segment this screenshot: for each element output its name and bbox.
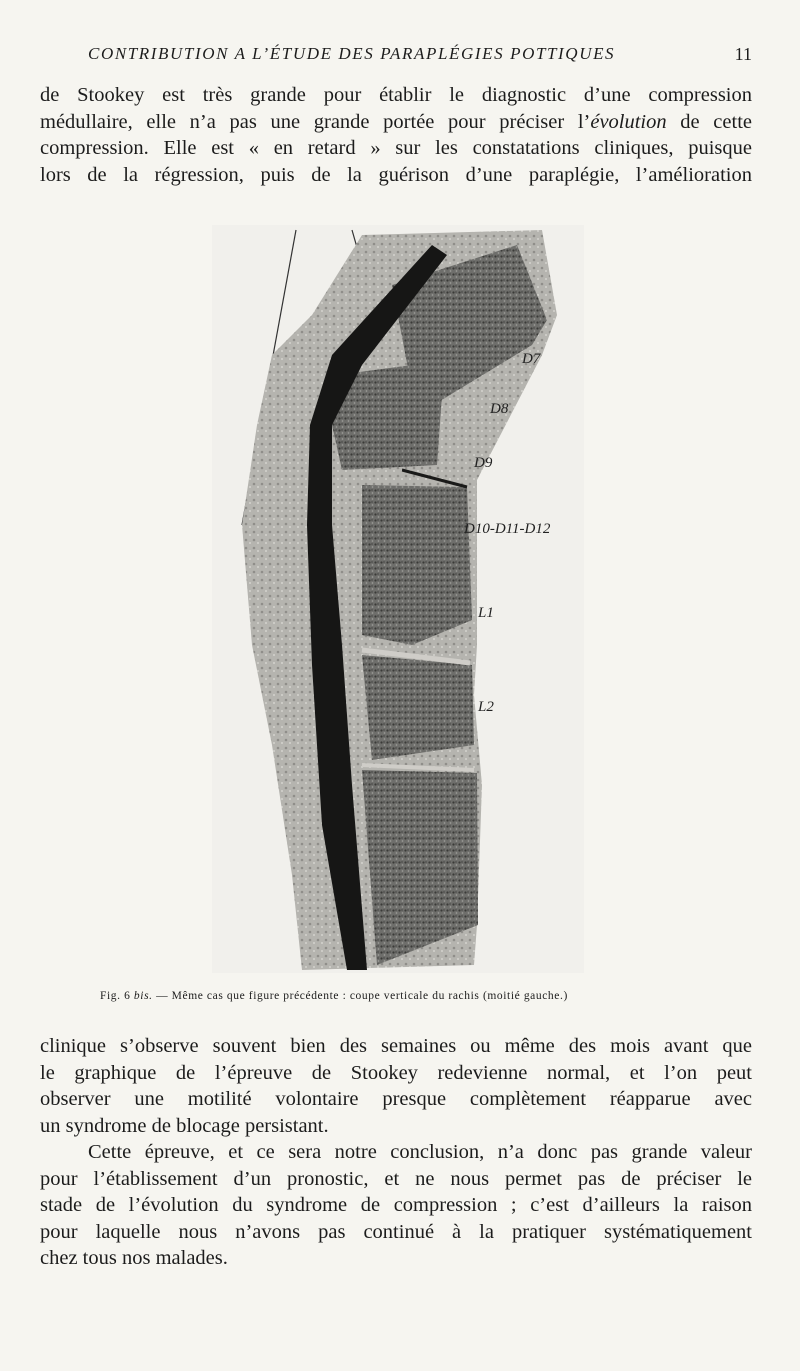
text-span: de cette <box>666 110 752 133</box>
page-number: 11 <box>734 44 752 64</box>
text-line <box>40 109 752 136</box>
text-line: stade de l’évolution du syndrome de compression ; c’est d’ailleurs la raison <box>40 1194 752 1216</box>
text-line: pour laquelle nous n’avons pas continué à la pratiquer systématiquement <box>40 1220 752 1243</box>
text-span: médullaire, elle n’a pas une grande portée pour préciser l’ <box>40 110 591 133</box>
text-line: un syndrome de blocage persistant. <box>40 1114 329 1137</box>
text-line: le graphique de l’épreuve de Stookey redevienne normal, et l’on peut <box>40 1061 752 1084</box>
label-d7: D7 <box>522 351 541 367</box>
italic-term: évolution <box>590 110 667 133</box>
text-line: de Stookey est très grande pour établir le diagnostic d’une compression <box>40 84 752 106</box>
text-line: Cette épreuve, et ce sera notre conclusion, n’a donc pas grande valeur <box>88 1141 752 1163</box>
figure-caption <box>100 990 710 1002</box>
caption-prefix: Fig. 6 <box>100 990 134 1002</box>
running-title: CONTRIBUTION A L’ÉTUDE DES PARAPLÉGIES POTTIQUES <box>88 44 616 63</box>
label-d9: D9 <box>474 455 493 471</box>
label-d8: D8 <box>490 401 509 417</box>
text-line: pour l’établissement d’un pronostic, et ne nous permet pas de préciser le <box>40 1167 752 1190</box>
vertebra-l1 <box>362 655 474 760</box>
caption-italic: bis. <box>133 990 153 1002</box>
paragraph-top <box>40 82 752 188</box>
label-d10-d12: D10-D11-D12 <box>464 521 551 537</box>
text-line: lors de la régression, puis de la guérison d’une paraplégie, l’amélioration <box>40 163 752 186</box>
label-l2: L2 <box>478 699 494 715</box>
text-line: chez tous nos malades. <box>40 1247 228 1269</box>
vertebra-d10-d12 <box>362 485 472 645</box>
spine-section-photo <box>212 225 584 973</box>
caption-text: — Même cas que figure précédente : coupe verticale du rachis (moitié gauche.) <box>152 990 568 1002</box>
text-line: observer une motilité volontaire presque complètement réapparue avec <box>40 1088 752 1110</box>
running-header <box>40 42 760 72</box>
text-line: clinique s’observe souvent bien des semaines ou même des mois avant que <box>40 1035 752 1057</box>
paragraph-bottom <box>40 1033 752 1272</box>
label-l1: L1 <box>478 605 494 621</box>
spine-photo-illustration <box>212 225 584 973</box>
text-line: compression. Elle est « en retard » sur les constatations cliniques, puisque <box>40 137 752 159</box>
